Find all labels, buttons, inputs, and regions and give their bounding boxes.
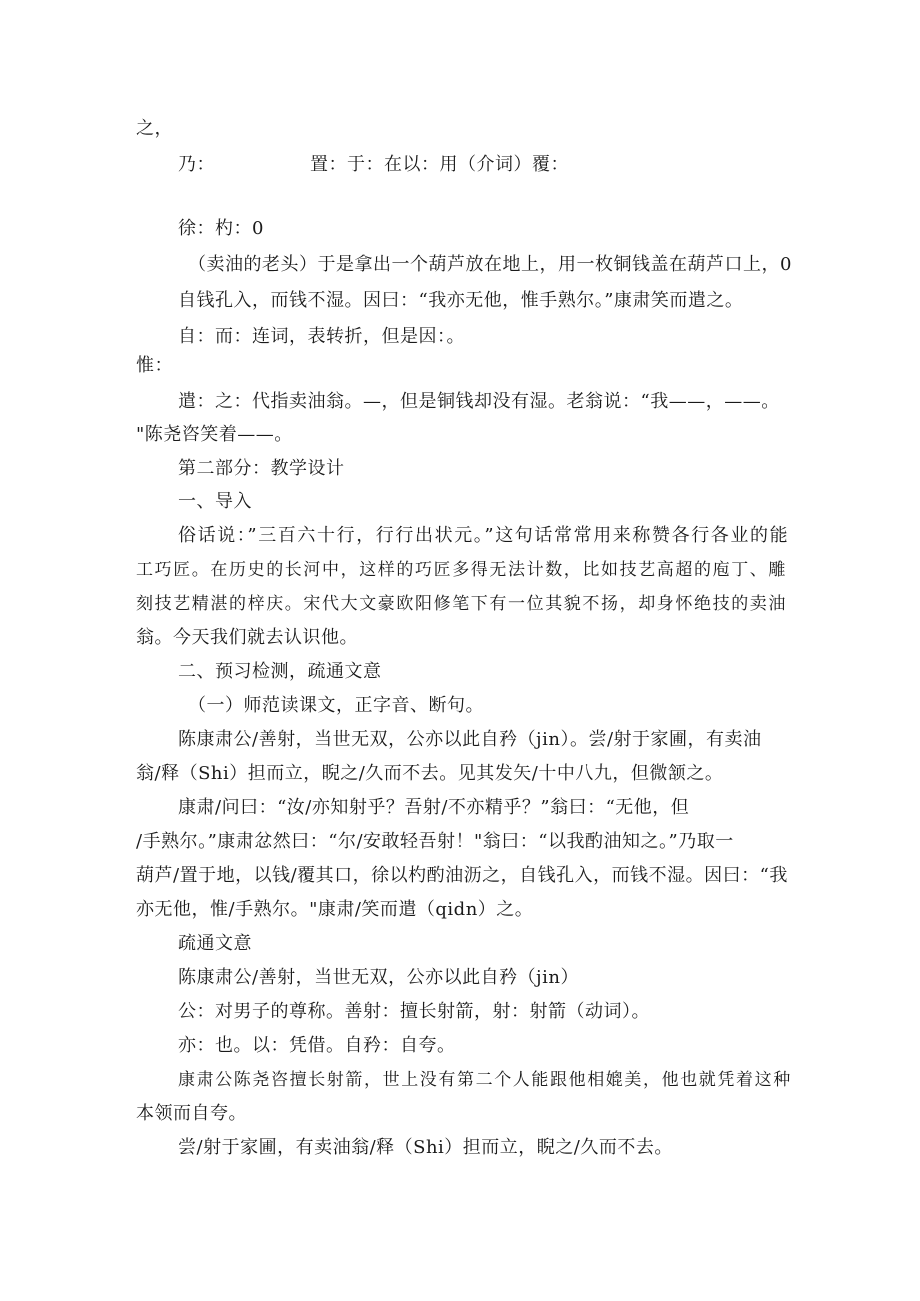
section-heading: 一、导入 [178, 491, 252, 512]
text-line: 俗话说：”三百六十行，行行出状元。”这句话常常用来称赞各行各业的能 [178, 525, 790, 546]
text-line: 自：而：连词，表转折，但是因：。 [178, 326, 465, 347]
text-line: 公：对男子的尊称。善射：擅长射箭，射：射箭（动词）。 [178, 1001, 650, 1022]
text-line: 遣：之：代指卖油翁。—，但是铜钱却没有湿。老翁说：“我——，——。 [178, 391, 780, 412]
text-line: 陈康肃公/善射，当世无双，公亦以此自矜（jin） [178, 967, 579, 988]
text-line: 尝/射于家圃，有卖油翁/释（Shi）担而立，睨之/久而不去。 [178, 1137, 673, 1158]
text-line: 徐：杓：0 [178, 218, 264, 239]
text-line: 亦：也。以：凭借。自矜：自夸。 [178, 1035, 456, 1056]
section-heading: 二、预习检测，疏通文意 [178, 661, 382, 682]
section-heading: 疏通文意 [178, 933, 252, 954]
text-line: 自钱孔入，而钱不湿。因曰：“我亦无他，惟手熟尔。”康肃笑而遣之。 [178, 290, 744, 311]
text-line: 工巧匠。在历史的长河中，这样的巧匠多得无法计数，比如技艺高超的庖丁、雕 [136, 560, 787, 580]
text-line: 葫芦/置于地，以钱/覆其口，徐以杓酌油沥之，自钱孔入，而钱不湿。因曰：“我 [136, 865, 788, 886]
text-line: "陈尧咨笑着——。 [136, 424, 293, 445]
text-line: 翁。今天我们就去认识他。 [136, 627, 358, 648]
section-heading: 第二部分：教学设计 [178, 458, 345, 479]
text-line: 置：于：在以：用（介词）覆： [310, 154, 569, 175]
text-line: 亦无他，惟/手熟尔。"康肃/笑而遣（qidn）之。 [136, 899, 534, 920]
text-line: 之， [136, 118, 173, 139]
text-line: （一）师范读课文，正字音、断句。 [188, 695, 484, 716]
text-line: /手熟尔。”康肃忿然曰：“尔/安敢轻吾射！"翁曰：“以我酌油知之。”乃取一 [136, 831, 734, 852]
text-line: 本领而自夸。 [136, 1103, 247, 1124]
text-line: 翁/释（Shi）担而立，睨之/久而不去。见其发矢/十中八九，但微颔之。 [136, 763, 724, 784]
text-line: （卖油的老头）于是拿出一个葫芦放在地上，用一枚铜钱盖在葫芦口上，0 [188, 254, 792, 275]
text-line: 陈康肃公/善射，当世无双，公亦以此自矜（jin）。尝/射于家圃，有卖油 [178, 729, 762, 750]
text-line: 康肃公陈尧咨擅长射箭，世上没有第二个人能跟他相媲美，他也就凭着这种 [178, 1070, 792, 1090]
text-line: 刻技艺精湛的梓庆。宋代大文豪欧阳修笔下有一位其貌不扬，却身怀绝技的卖油 [136, 594, 787, 614]
text-line: 乃： [178, 154, 215, 175]
text-line: 康肃/问曰：“汝/亦知射乎？吾射/不亦精乎？”翁曰：“无他，但 [178, 797, 690, 818]
text-line: 惟： [136, 355, 173, 376]
